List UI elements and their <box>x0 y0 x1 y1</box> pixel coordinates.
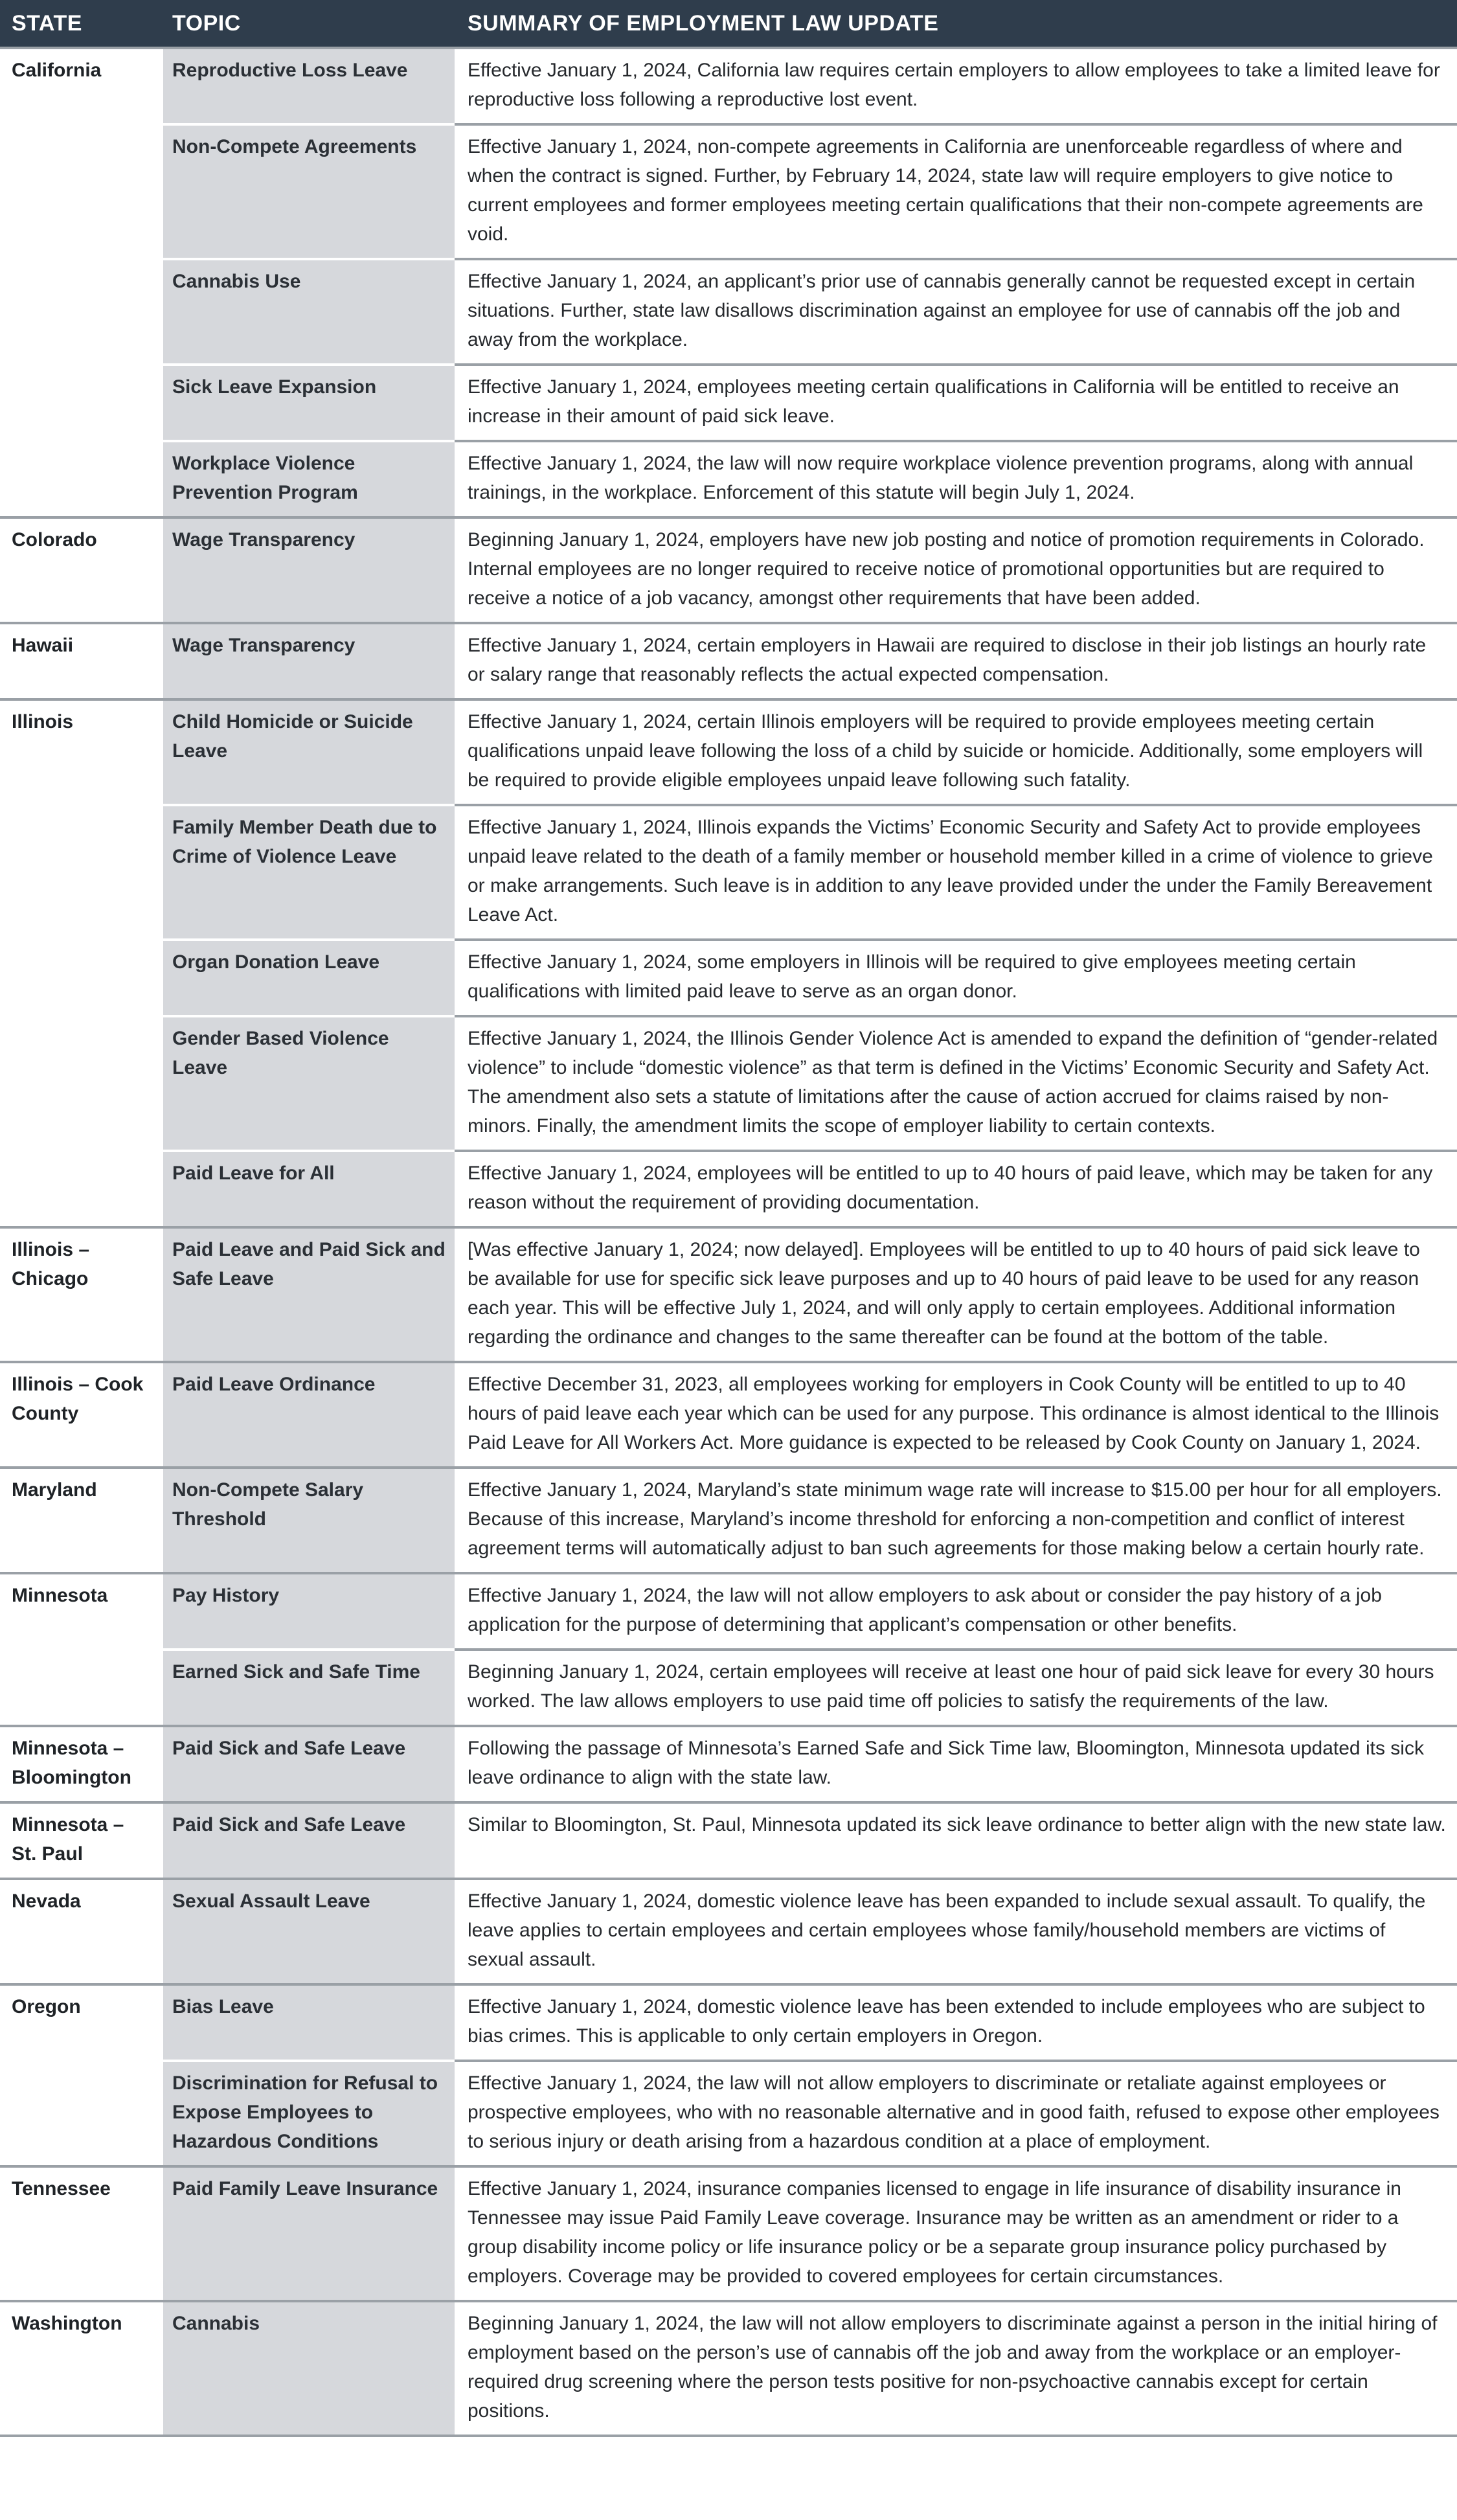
table-row <box>0 259 1457 365</box>
state-cell: Illinois – Cook County <box>0 1362 163 1468</box>
summary-cell: Effective January 1, 2024, domestic violence leave has been extended to include employees who are subject to bias crimes. This is applicable to only certain employers in Oregon. <box>455 1984 1457 2061</box>
topic-cell: Bias Leave <box>163 1984 455 2061</box>
topic-cell: Sexual Assault Leave <box>163 1879 455 1984</box>
summary-cell: Effective December 31, 2023, all employees working for employers in Cook County will be entitled to up to 40 hours of paid leave each year which can be used for any purpose. This ordinance is almost identical to the Illinois Paid Leave for All Workers Act. More guidance is expected to be released by Cook County on January 1, 2024. <box>455 1362 1457 1468</box>
state-cell: Maryland <box>0 1468 163 1573</box>
state-cell: Washington <box>0 2301 163 2436</box>
summary-cell: Effective January 1, 2024, the law will not allow employers to discriminate or retaliate against employees or prospective employees, who with no reasonable alternative and in good faith, refused to expose other employees to serious injury or death arising from a hazardous condition at a place of employment. <box>455 2061 1457 2166</box>
table-row <box>0 124 1457 259</box>
table-header <box>0 0 1457 48</box>
topic-cell: Pay History <box>163 1573 455 1650</box>
header-summary: SUMMARY OF EMPLOYMENT LAW UPDATE <box>455 0 1457 48</box>
state-cell: Minnesota <box>0 1573 163 1726</box>
table-row <box>0 623 1457 699</box>
state-cell: Hawaii <box>0 623 163 699</box>
topic-cell: Wage Transparency <box>163 517 455 623</box>
summary-cell: Effective January 1, 2024, Maryland’s state minimum wage rate will increase to $15.00 per hour for all employers. Because of this increase, Maryland’s income threshold for enforcing a non-competition and conflict of interest agreement terms will automatically adjust to ban such agreements for those making below a certain hourly rate. <box>455 1468 1457 1573</box>
summary-cell: Following the passage of Minnesota’s Earned Safe and Sick Time law, Bloomington, Minnesota updated its sick leave ordinance to align with the state law. <box>455 1726 1457 1802</box>
state-cell: Tennessee <box>0 2166 163 2301</box>
topic-cell: Paid Leave and Paid Sick and Safe Leave <box>163 1227 455 1362</box>
table-row <box>0 48 1457 124</box>
topic-cell: Gender Based Violence Leave <box>163 1016 455 1151</box>
state-cell: California <box>0 48 163 517</box>
topic-cell: Paid Family Leave Insurance <box>163 2166 455 2301</box>
table-row <box>0 2061 1457 2166</box>
summary-cell: Effective January 1, 2024, Illinois expands the Victims’ Economic Security and Safety Act to provide employees unpaid leave related to the death of a family member or household member killed in a crime of violence to grieve or make arrangements. Such leave is in addition to any leave provided under the under the Family Bereavement Leave Act. <box>455 805 1457 940</box>
state-cell: Minnesota – Bloomington <box>0 1726 163 1802</box>
state-cell: Nevada <box>0 1879 163 1984</box>
table-row <box>0 940 1457 1016</box>
table-row <box>0 1227 1457 1362</box>
summary-cell: Effective January 1, 2024, California law requires certain employers to allow employees to take a limited leave for reproductive loss following a reproductive lost event. <box>455 48 1457 124</box>
table-row <box>0 1362 1457 1468</box>
table-row <box>0 699 1457 805</box>
state-cell: Minnesota – St. Paul <box>0 1802 163 1879</box>
topic-cell: Workplace Violence Prevention Program <box>163 441 455 517</box>
header-topic: TOPIC <box>163 0 455 48</box>
table-row <box>0 1151 1457 1227</box>
table-row <box>0 1468 1457 1573</box>
summary-cell: Beginning January 1, 2024, employers have new job posting and notice of promotion requirements in Colorado. Internal employees are no longer required to receive notice of promotional opportunities but are required to receive a notice of a job vacancy, amongst other requirements that have been added. <box>455 517 1457 623</box>
topic-cell: Non-Compete Salary Threshold <box>163 1468 455 1573</box>
summary-cell: Effective January 1, 2024, domestic violence leave has been expanded to include sexual assault. To qualify, the leave applies to certain employees and certain employees whose family/household members are victims of sexual assault. <box>455 1879 1457 1984</box>
topic-cell: Reproductive Loss Leave <box>163 48 455 124</box>
state-cell: Oregon <box>0 1984 163 2166</box>
summary-cell: [Was effective January 1, 2024; now delayed]. Employees will be entitled to up to 40 hours of paid sick leave to be available for use for specific sick leave purposes and up to 40 hours of paid leave to be used for any reason each year. This will be effective July 1, 2024, and will only apply to certain employees. Additional information regarding the ordinance and changes to the same thereafter can be found at the bottom of the table. <box>455 1227 1457 1362</box>
summary-cell: Effective January 1, 2024, certain Illinois employers will be required to provide employees meeting certain qualifications unpaid leave following the loss of a child by suicide or homicide. Additionally, some employers will be required to provide eligible employees unpaid leave following such fatality. <box>455 699 1457 805</box>
topic-cell: Cannabis <box>163 2301 455 2436</box>
table-row <box>0 517 1457 623</box>
table-row <box>0 1984 1457 2061</box>
summary-cell: Effective January 1, 2024, an applicant’s prior use of cannabis generally cannot be requested except in certain situations. Further, state law disallows discrimination against an employee for use of cannabis off the job and away from the workplace. <box>455 259 1457 365</box>
summary-cell: Effective January 1, 2024, certain employers in Hawaii are required to disclose in their job listings an hourly rate or salary range that reasonably reflects the actual expected compensation. <box>455 623 1457 699</box>
topic-cell: Earned Sick and Safe Time <box>163 1650 455 1726</box>
summary-cell: Effective January 1, 2024, the law will now require workplace violence prevention programs, along with annual trainings, in the workplace. Enforcement of this statute will begin July 1, 2024. <box>455 441 1457 517</box>
table-row <box>0 2166 1457 2301</box>
header-state: STATE <box>0 0 163 48</box>
topic-cell: Paid Leave Ordinance <box>163 1362 455 1468</box>
table-body <box>0 48 1457 2436</box>
table-row <box>0 365 1457 441</box>
topic-cell: Cannabis Use <box>163 259 455 365</box>
summary-cell: Effective January 1, 2024, the law will not allow employers to ask about or consider the pay history of a job application for the purpose of determining that applicant’s compensation or other benefits. <box>455 1573 1457 1650</box>
header-row <box>0 0 1457 48</box>
table-row <box>0 805 1457 940</box>
state-cell: Illinois – Chicago <box>0 1227 163 1362</box>
table-row <box>0 2301 1457 2436</box>
table-row <box>0 1650 1457 1726</box>
table-row <box>0 441 1457 517</box>
topic-cell: Sick Leave Expansion <box>163 365 455 441</box>
summary-cell: Effective January 1, 2024, some employers in Illinois will be required to give employees meeting certain qualifications with limited paid leave to serve as an organ donor. <box>455 940 1457 1016</box>
topic-cell: Child Homicide or Suicide Leave <box>163 699 455 805</box>
table-row <box>0 1573 1457 1650</box>
topic-cell: Discrimination for Refusal to Expose Employees to Hazardous Conditions <box>163 2061 455 2166</box>
summary-cell: Effective January 1, 2024, insurance companies licensed to engage in life insurance of disability insurance in Tennessee may issue Paid Family Leave coverage. Insurance may be written as an amendment or rider to a group disability income policy or life insurance policy or be a separate group insurance policy purchased by employers. Coverage may be provided to covered employees for certain circumstances. <box>455 2166 1457 2301</box>
state-cell: Colorado <box>0 517 163 623</box>
table-row <box>0 1802 1457 1879</box>
topic-cell: Wage Transparency <box>163 623 455 699</box>
summary-cell: Beginning January 1, 2024, certain employees will receive at least one hour of paid sick leave for every 30 hours worked. The law allows employers to use paid time off policies to satisfy the requirements of the law. <box>455 1650 1457 1726</box>
topic-cell: Paid Sick and Safe Leave <box>163 1726 455 1802</box>
summary-cell: Effective January 1, 2024, non-compete agreements in California are unenforceable regardless of where and when the contract is signed. Further, by February 14, 2024, state law will require employers to give notice to current employees and former employees meeting certain qualifications that their non-compete agreements are void. <box>455 124 1457 259</box>
topic-cell: Non-Compete Agreements <box>163 124 455 259</box>
topic-cell: Paid Leave for All <box>163 1151 455 1227</box>
topic-cell: Family Member Death due to Crime of Violence Leave <box>163 805 455 940</box>
topic-cell: Organ Donation Leave <box>163 940 455 1016</box>
table-row <box>0 1016 1457 1151</box>
topic-cell: Paid Sick and Safe Leave <box>163 1802 455 1879</box>
summary-cell: Effective January 1, 2024, employees will be entitled to up to 40 hours of paid leave, which may be taken for any reason without the requirement of providing documentation. <box>455 1151 1457 1227</box>
state-cell: Illinois <box>0 699 163 1227</box>
summary-cell: Beginning January 1, 2024, the law will not allow employers to discriminate against a person in the initial hiring of employment based on the person’s use of cannabis off the job and away from the workplace or an employer-required drug screening where the person tests positive for non-psychoactive cannabis except for certain positions. <box>455 2301 1457 2436</box>
summary-cell: Similar to Bloomington, St. Paul, Minnesota updated its sick leave ordinance to better align with the new state law. <box>455 1802 1457 1879</box>
table-row <box>0 1726 1457 1802</box>
summary-cell: Effective January 1, 2024, employees meeting certain qualifications in California will be entitled to receive an increase in their amount of paid sick leave. <box>455 365 1457 441</box>
summary-cell: Effective January 1, 2024, the Illinois Gender Violence Act is amended to expand the definition of “gender-related violence” to include “domestic violence” as that term is defined in the Victims’ Economic Security and Safety Act. The amendment also sets a statute of limitations after the cause of action accrued for claims raised by non-minors. Finally, the amendment limits the scope of employer liability to certain contexts. <box>455 1016 1457 1151</box>
table-row <box>0 1879 1457 1984</box>
